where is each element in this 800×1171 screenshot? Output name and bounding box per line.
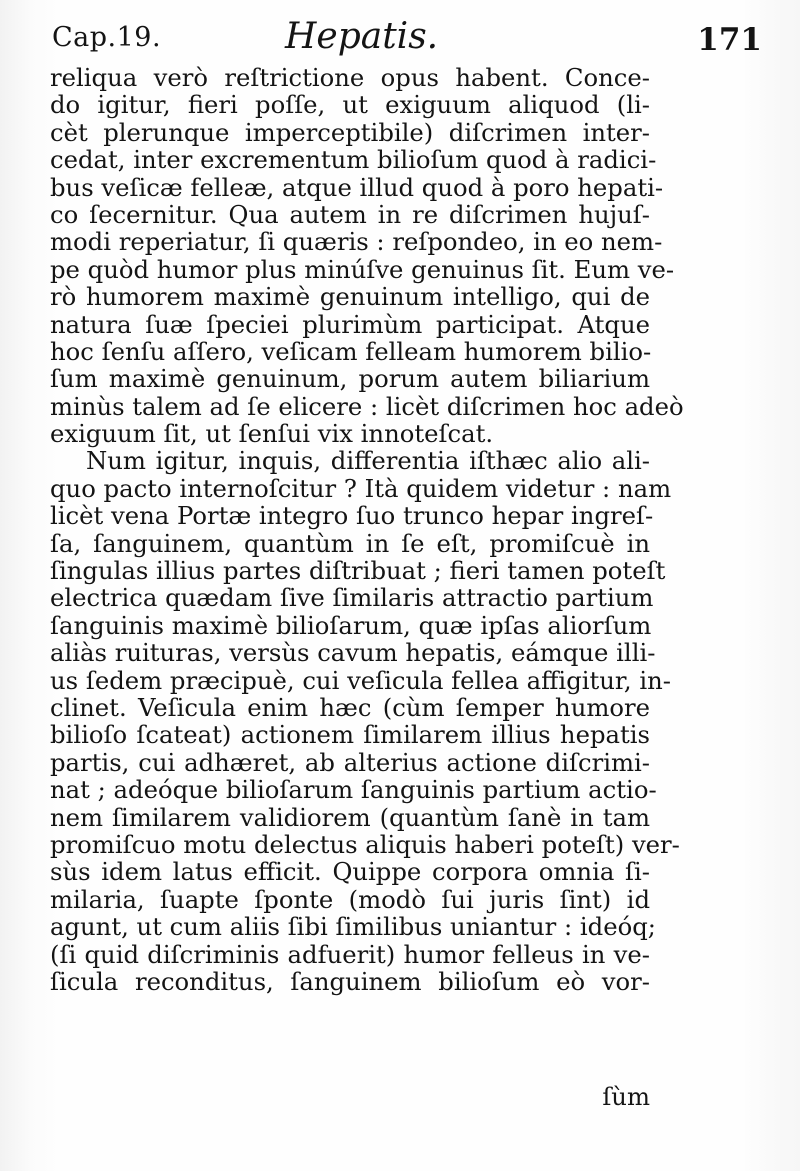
chapter-label: Cap.19.	[52, 22, 162, 53]
text-line: pe quòd humor plus minúſve genuinus ſit. Eum ve-	[50, 254, 675, 284]
text-line: us ſedem præcipuè, cui veſicula fellea affigitur, in-	[50, 665, 671, 695]
text-line: modi reperiatur, ſi quæris : reſpondeo, in eo nem-	[50, 227, 663, 257]
text-line: quo pacto internoſcitur ? Ità quidem videtur : nam	[50, 473, 672, 503]
text-line: rò humorem maximè genuinum intelligo, qui de	[50, 282, 650, 312]
text-line: natura ſuæ ſpeciei plurimùm participat. Atque	[50, 309, 650, 339]
text-line: cèt plerunque imperceptibile) diſcrimen inter-	[50, 117, 650, 147]
text-line: reliqua verò reſtrictione opus habent. Conce-	[50, 63, 650, 92]
text-line: clinet. Veſicula enim hæc (cùm ſemper humore	[50, 692, 650, 722]
running-title: Hepatis.	[285, 16, 439, 57]
catchword: ſùm	[602, 1082, 650, 1111]
text-line: ſicula reconditus, ſanguinem bilioſum eò vor-	[50, 966, 650, 996]
text-line: nem ſimilarem validiorem (quantùm ſanè in tam	[50, 802, 650, 832]
text-line: co ſecernitur. Qua autem in re diſcrimen hujuſ-	[50, 199, 650, 229]
text-line: ſum maximè genuinum, porum autem biliarium	[50, 364, 650, 394]
text-line: milaria, ſuapte ſponte (modò ſui juris ſint) id	[50, 884, 650, 914]
text-line: bilioſo ſcateat) actionem ſimilarem illius hepatis	[50, 720, 650, 750]
text-line: do igitur, fieri poſſe, ut exiguum aliquod (li-	[50, 90, 650, 120]
text-line: (ſi quid diſcriminis adfuerit) humor felleus in ve-	[50, 939, 650, 969]
text-line: sùs idem latus efficit. Quippe corpora omnia ſi-	[50, 857, 650, 887]
body-text	[50, 63, 684, 996]
text-line: bus veſicæ felleæ, atque illud quod à poro hepati-	[50, 172, 664, 202]
text-line: minùs talem ad ſe elicere : licèt diſcrimen hoc adeò	[50, 391, 684, 421]
page-number: 171	[697, 22, 762, 58]
text-line: licèt vena Portæ integro ſuo trunco hepar ingreſ-	[50, 501, 654, 531]
text-line: promiſcuo motu delectus aliquis haberi poteſt) ver-	[50, 829, 680, 859]
text-line: nat ; adeóque bilioſarum ſanguinis partium actio-	[50, 775, 657, 805]
text-line: electrica quædam ſive ſimilaris attractio partium	[50, 583, 654, 613]
text-line: ſingulas illius partes diſtribuat ; fieri tamen poteſt	[50, 556, 666, 586]
text-line: partis, cui adhæret, ab alterius actione diſcrimi-	[50, 747, 650, 777]
text-line: cedat, inter excrementum bilioſum quod à radici-	[50, 145, 657, 175]
text-line: Num igitur, inquis, differentia iſthæc alio ali-	[86, 446, 650, 476]
text-line: hoc ſenſu aſſero, veſicam felleam humorem bilio-	[50, 336, 652, 366]
text-line: ſa, ſanguinem, quantùm in ſe eſt, promiſcuè in	[50, 528, 650, 558]
text-line: exiguum ſit, ut ſenſui vix innoteſcat.	[50, 419, 494, 449]
text-line: ſanguinis maximè bilioſarum, quæ ipſas aliorſum	[50, 610, 652, 640]
running-header	[52, 12, 764, 62]
text-line: agunt, ut cum aliis ſibi ſimilibus uniantur : ideóq;	[50, 912, 656, 942]
text-line: aliàs ruituras, versùs cavum hepatis, eámque illi-	[50, 638, 656, 668]
